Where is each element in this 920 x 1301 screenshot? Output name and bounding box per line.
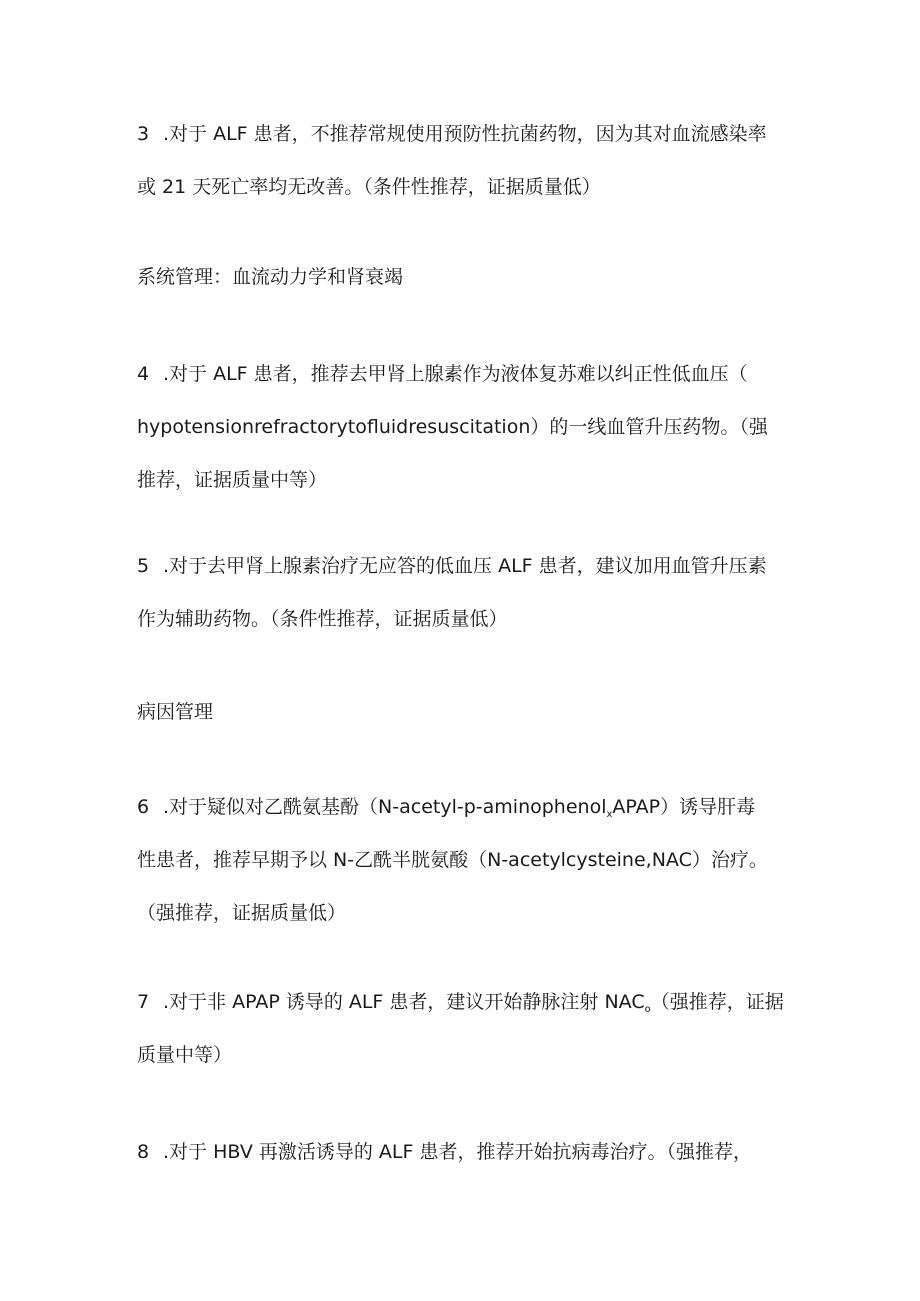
item-text: （强推荐，证据 (650, 991, 784, 1013)
item-text: .对于 HBV 再激活诱导的 ALF 患者，推荐开始抗病毒治疗。（强推荐， (163, 1141, 752, 1163)
item-number: 6 (137, 796, 150, 818)
recommendation-line: 或 21 天死亡率均无改善。（条件性推荐，证据质量低） (137, 176, 601, 198)
recommendation-line: 性患者，推荐早期予以 N-乙酰半胱氨酸（N-acetylcysteine,NAC）治疗。 (137, 849, 768, 871)
recommendation-3 (137, 121, 797, 200)
item-text: .对于 ALF 患者，不推荐常规使用预防性抗菌药物，因为其对血流感染率 (163, 123, 767, 145)
item-text: .对于非 APAP 诱导的 ALF 患者，建议开始静脉注射 NAC (163, 991, 645, 1013)
subscript-text: o (644, 1004, 651, 1015)
recommendation-line (137, 794, 797, 820)
recommendation-line (137, 553, 797, 579)
subscript-text: x (606, 809, 613, 820)
recommendation-7 (137, 989, 797, 1068)
item-text: .对于 ALF 患者，推荐去甲肾上腺素作为液体复苏难以纠正性低血压（ (163, 363, 748, 385)
recommendation-line: hypotensionrefractorytofluidresuscitation）的一线血管升压药物。（强 (137, 416, 768, 438)
recommendation-line: 质量中等） (137, 1044, 233, 1066)
recommendation-line (137, 121, 797, 147)
item-text: APAP）诱导肝毒 (612, 796, 756, 818)
section-heading-systemic: 系统管理：血流动力学和肾衰竭 (137, 266, 404, 288)
recommendation-line (137, 1139, 797, 1165)
item-text: .对于疑似对乙酰氨基酚（N-acetyl-p-aminophenol (163, 796, 607, 818)
item-number: 8 (137, 1141, 150, 1163)
item-number: 3 (137, 123, 150, 145)
recommendation-8 (137, 1139, 797, 1165)
recommendation-6 (137, 794, 797, 926)
recommendation-4 (137, 361, 797, 493)
recommendation-line (137, 361, 797, 387)
recommendation-line: 推荐，证据质量中等） (137, 469, 328, 491)
recommendation-line: 作为辅助药物。（条件性推荐，证据质量低） (137, 608, 508, 630)
recommendation-5 (137, 553, 797, 632)
item-text: .对于去甲肾上腺素治疗无应答的低血压 ALF 患者，建议加用血管升压素 (163, 555, 767, 577)
recommendation-line (137, 989, 797, 1015)
item-number: 4 (137, 363, 150, 385)
item-number: 5 (137, 555, 150, 577)
recommendation-line: （强推荐，证据质量低） (137, 902, 347, 924)
item-number: 7 (137, 991, 150, 1013)
section-heading-etiology: 病因管理 (137, 701, 214, 723)
